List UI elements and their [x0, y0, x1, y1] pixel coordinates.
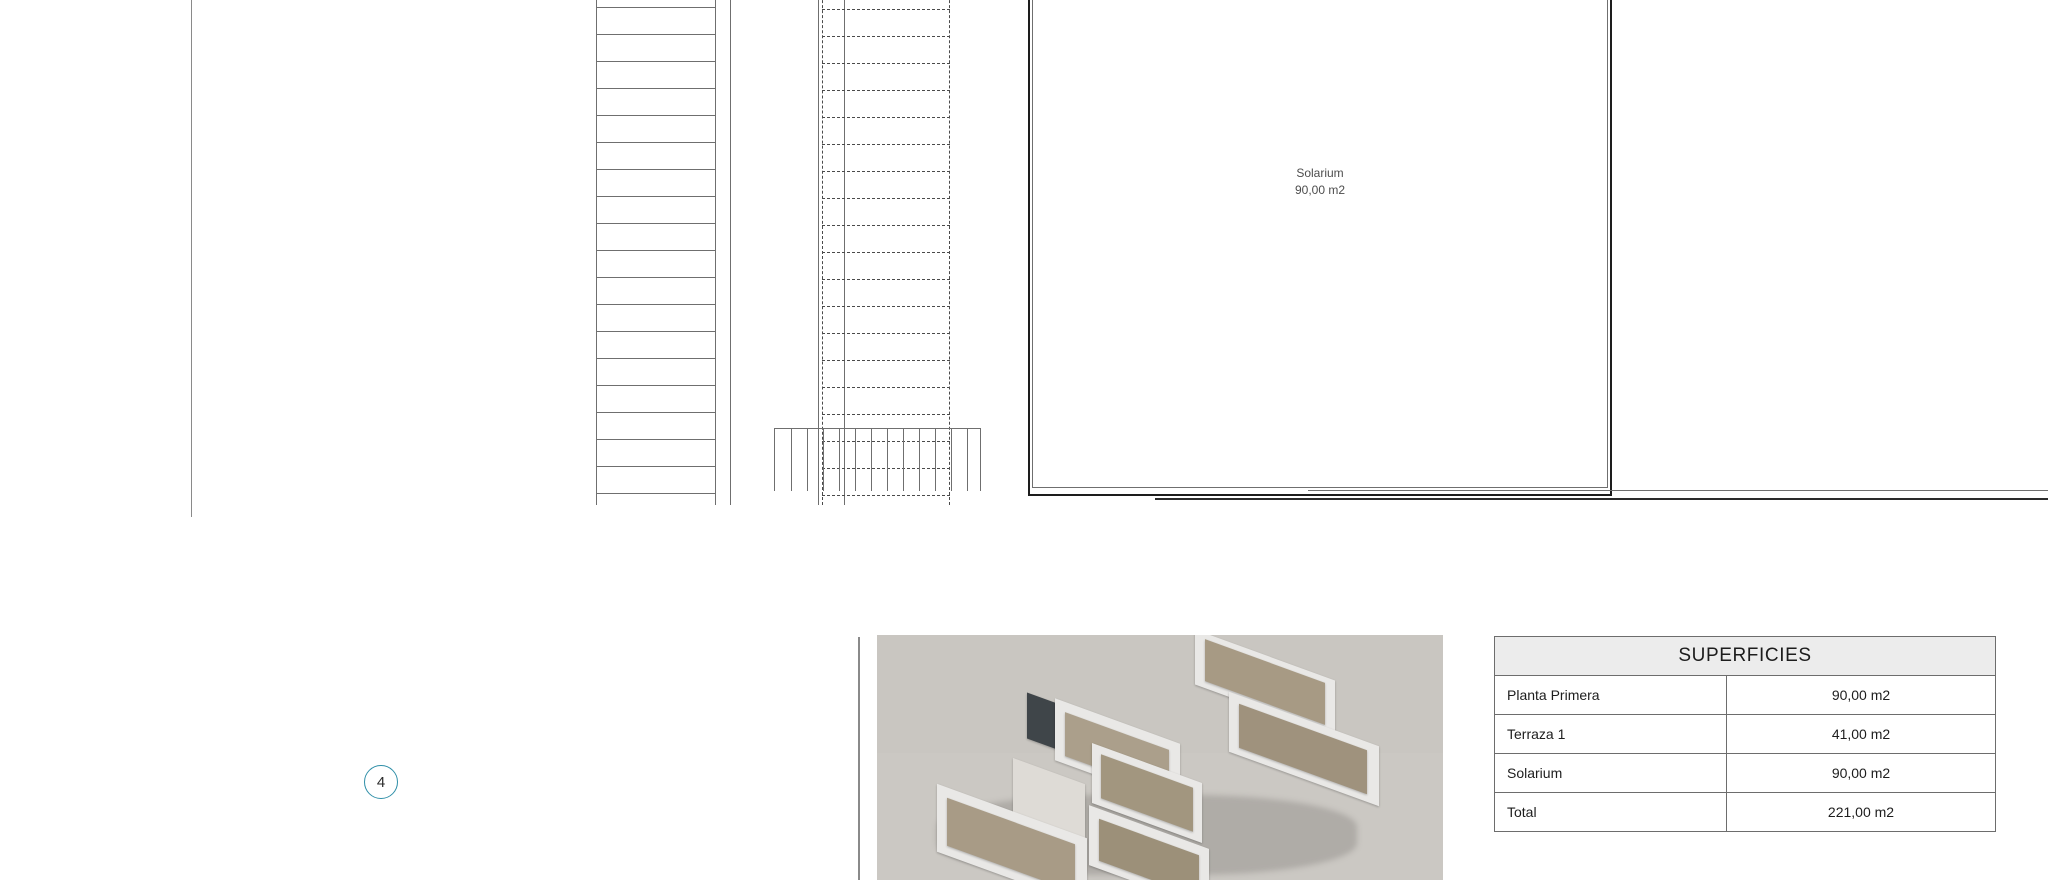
step-hatch-block — [774, 428, 981, 491]
areas-table — [1494, 636, 1996, 832]
table-row — [1495, 754, 1995, 793]
solarium-room-name: Solarium — [1296, 166, 1344, 180]
areas-table-header — [1495, 637, 1995, 676]
staircase-solid — [596, 0, 716, 505]
plan-section-cut-line — [1155, 498, 2048, 500]
table-row — [1495, 793, 1995, 831]
area-row-label: Solarium — [1495, 754, 1727, 792]
areas-table-title: SUPERFICIES — [1678, 645, 1812, 666]
solarium-room-label — [1028, 165, 1612, 199]
area-row-label: Planta Primera — [1495, 676, 1727, 714]
sheet-left-rule — [191, 0, 192, 517]
table-row — [1495, 676, 1995, 715]
solarium-room-area: 90,00 m2 — [1294, 183, 1346, 197]
area-row-label: Terraza 1 — [1495, 715, 1727, 753]
view-reference-marker-label: 4 — [376, 773, 386, 791]
solarium-room-inner-outline — [1032, 0, 1608, 488]
area-row-value: 221,00 m2 — [1827, 804, 1895, 820]
wall-line-1 — [730, 0, 731, 505]
view-reference-marker[interactable] — [364, 765, 398, 799]
table-row — [1495, 715, 1995, 754]
area-row-value: 90,00 m2 — [1831, 765, 1891, 781]
staircase-inner-edge — [715, 0, 716, 505]
plan-drawing — [560, 0, 1630, 525]
render-left-rule — [858, 637, 860, 880]
staircase-outer-edge — [596, 0, 597, 505]
area-row-value: 90,00 m2 — [1831, 687, 1891, 703]
plan-secondary-edge-line — [1308, 490, 2048, 491]
area-row-value: 41,00 m2 — [1831, 726, 1891, 742]
area-row-label: Total — [1495, 793, 1727, 831]
building-3d-render — [877, 635, 1443, 880]
